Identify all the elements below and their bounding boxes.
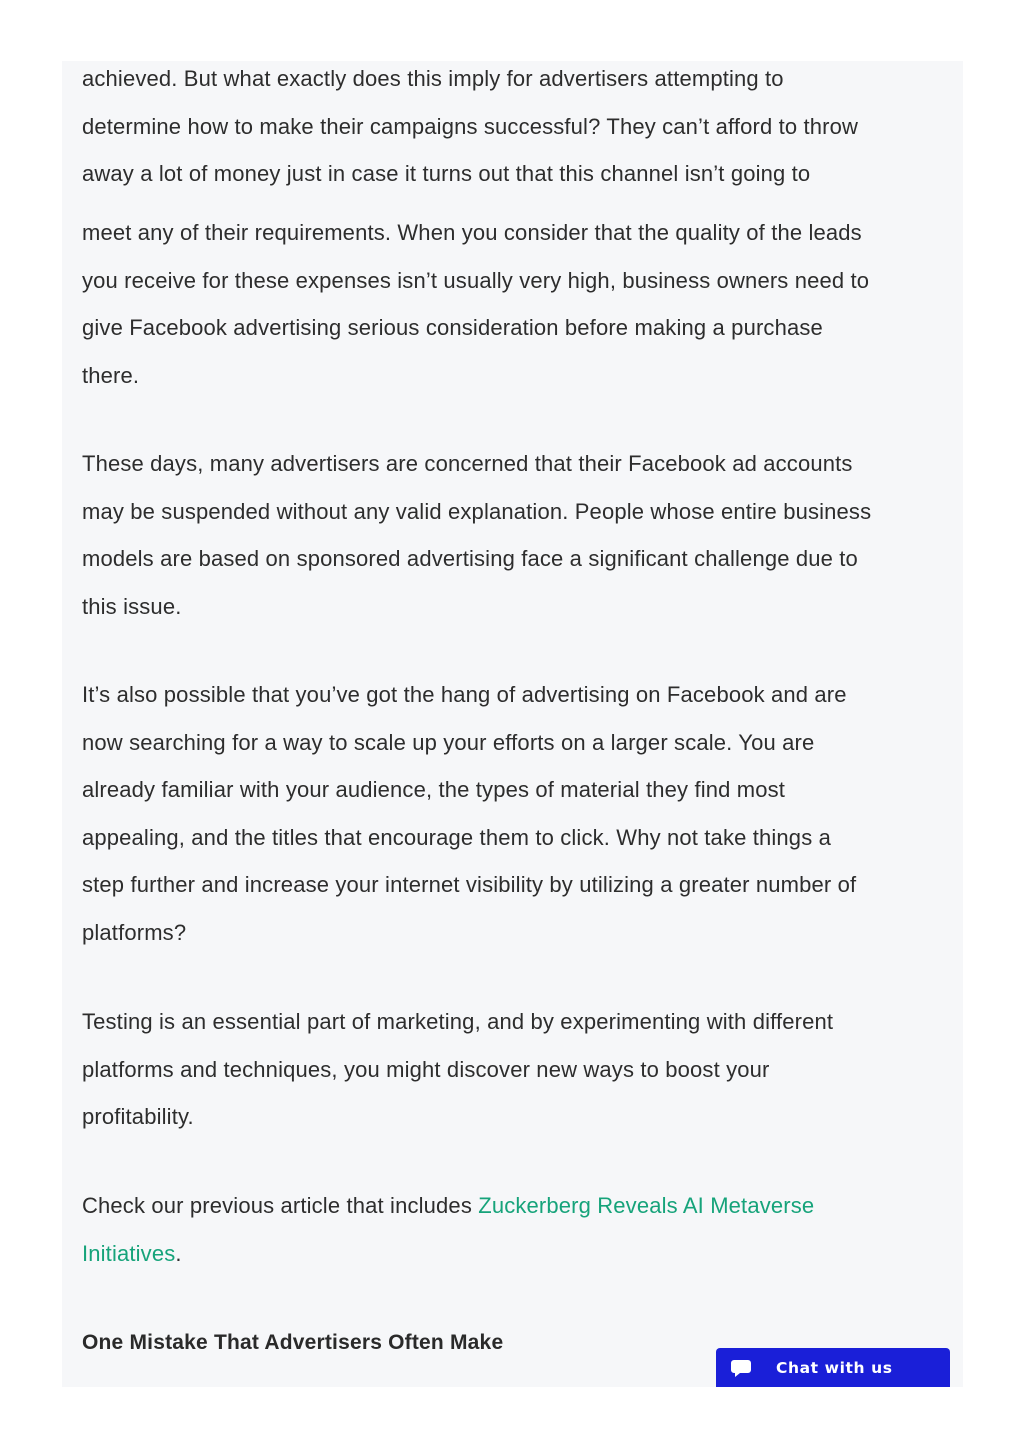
paragraph-continuation: [82, 61, 939, 198]
related-article-prefix: Check our previous article that includes: [82, 1193, 479, 1218]
text-line: These days, many advertisers are concerned that their Facebook ad accounts: [82, 451, 853, 476]
text-line: there.: [82, 362, 140, 388]
chat-bubble-icon: [730, 1357, 752, 1379]
text-line: now searching for a way to scale up your efforts on a larger scale. You are: [82, 729, 815, 755]
paragraph-scaling: [82, 671, 939, 956]
text-line: appealing, and the titles that encourage them to click. Why not take things a: [82, 824, 831, 850]
text-line: already familiar with your audience, the types of material they find most: [82, 777, 786, 802]
related-article-link[interactable]: Zuckerberg Reveals AI Metaverse: [478, 1193, 815, 1218]
section-heading: One Mistake That Advertisers Often Make: [82, 1331, 504, 1354]
paragraph-suspension: [82, 440, 939, 630]
related-article-suffix: .: [175, 1240, 182, 1266]
related-article-link-continued[interactable]: Initiatives: [82, 1240, 176, 1266]
text-line: step further and increase your internet visibility by utilizing a greater number of: [82, 872, 857, 897]
chat-button-label: Chat with us: [776, 1358, 893, 1377]
text-line: platforms?: [82, 919, 187, 945]
text-line: away a lot of money just in case it turns out that this channel isn’t going to: [82, 161, 811, 186]
text-line: models are based on sponsored advertising face a significant challenge due to: [82, 546, 858, 571]
text-line: Testing is an essential part of marketing, and by experimenting with different: [82, 1009, 834, 1034]
text-line: [82, 1182, 939, 1230]
paragraph-requirements: [82, 209, 939, 399]
text-line: determine how to make their campaigns successful? They can’t afford to throw: [82, 113, 859, 139]
text-line: may be suspended without any valid explanation. People whose entire business: [82, 498, 872, 524]
text-line: give Facebook advertising serious consideration before making a purchase: [82, 315, 823, 340]
paragraph-related-article: [82, 1182, 939, 1277]
text-line: achieved. But what exactly does this imply for advertisers attempting to: [82, 66, 784, 91]
text-line: meet any of their requirements. When you consider that the quality of the leads: [82, 220, 862, 245]
text-line: you receive for these expenses isn’t usually very high, business owners need to: [82, 267, 870, 293]
text-line: It’s also possible that you’ve got the hang of advertising on Facebook and are: [82, 682, 847, 707]
paragraph-testing: [82, 998, 939, 1141]
text-line: profitability.: [82, 1104, 194, 1129]
text-line: platforms and techniques, you might discover new ways to boost your: [82, 1056, 770, 1082]
article-content: [62, 61, 963, 1387]
chat-with-us-button[interactable]: [716, 1348, 950, 1387]
text-line: this issue.: [82, 593, 182, 619]
text-line: [82, 1230, 939, 1278]
